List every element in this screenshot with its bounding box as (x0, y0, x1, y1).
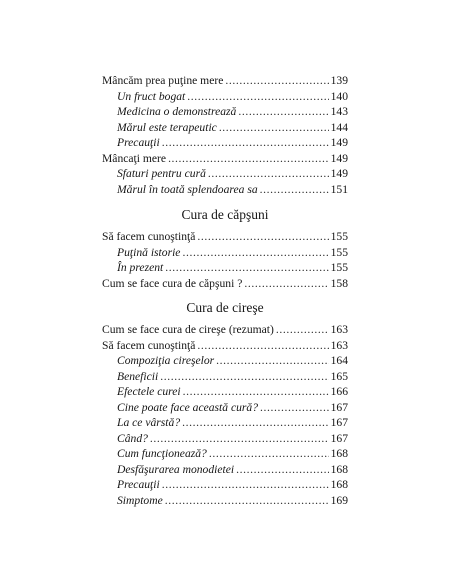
toc-subentry (102, 166, 348, 182)
toc-subentry (102, 89, 348, 105)
toc-leader-dots (197, 338, 328, 354)
toc-page-number: 155 (330, 261, 348, 275)
toc-entry-title: Mărul este terapeutic (117, 120, 217, 134)
toc-leader-dots (165, 493, 329, 509)
toc-leader-dots (225, 73, 328, 89)
toc-entry-title: Precauţii (117, 478, 160, 492)
toc-leader-dots (183, 384, 329, 400)
toc-leader-dots (208, 166, 329, 182)
toc-leader-dots (260, 182, 329, 198)
toc-subentry (102, 431, 348, 447)
toc-subentry (102, 400, 348, 416)
toc-page-number: 149 (330, 151, 348, 165)
toc-leader-dots (197, 229, 328, 245)
toc-subentry (102, 446, 348, 462)
toc-subentry (102, 493, 348, 509)
toc-entry-title: Medicina o demonstrează (117, 105, 237, 119)
toc-subentry (102, 415, 348, 431)
toc-entry (102, 151, 348, 167)
toc-leader-dots (216, 353, 328, 369)
toc-entry-title: Simptome (117, 494, 163, 508)
toc-entry-title: Sfaturi pentru cură (117, 167, 206, 181)
toc-leader-dots (168, 151, 329, 167)
toc-subentry (102, 120, 348, 136)
toc-subentry (102, 384, 348, 400)
toc-entry-title: Să facem cunoştinţă (102, 338, 196, 352)
toc-entry-title: Desfăşurarea monodietei (117, 462, 235, 476)
toc-entry-title: Cum se face cura de căpşuni ? (102, 276, 243, 290)
toc-page-number: 140 (330, 89, 348, 103)
toc-entry-title: Efectele curei (117, 385, 181, 399)
toc-entry-title: Să facem cunoştinţă (102, 230, 196, 243)
toc-leader-dots (260, 400, 329, 416)
toc-subentry (102, 260, 348, 276)
toc-leader-dots (182, 415, 328, 431)
toc-leader-dots (165, 260, 328, 276)
toc-page-number: 158 (330, 276, 348, 290)
toc-entry (102, 338, 348, 354)
toc-entry-title: Cum se face cura de cireşe (rezumat) (102, 323, 274, 336)
toc-page-number: 165 (330, 369, 348, 383)
toc-leader-dots (182, 245, 328, 261)
toc-page-number: 166 (330, 385, 348, 399)
toc-subentry (102, 353, 348, 369)
toc-entry-title: Un fruct bogat (117, 89, 186, 103)
toc-page-number: 167 (330, 416, 348, 430)
section-heading-cherries: Cura de cireşe (186, 300, 264, 315)
toc-page-number: 143 (330, 105, 348, 119)
toc-entry-title: Când? (117, 431, 148, 445)
toc-page-number: 167 (330, 431, 348, 445)
toc-page-number: 164 (330, 354, 348, 368)
toc-leader-dots (160, 369, 328, 385)
toc-entry-title: Beneficii (117, 369, 159, 383)
toc-subentry (102, 369, 348, 385)
toc-leader-dots (238, 104, 328, 120)
toc-page-number: 155 (330, 230, 348, 243)
toc-entry-title: Cine poate face această cură? (117, 400, 259, 414)
toc-page-number: 151 (330, 182, 348, 196)
toc-leader-dots (209, 446, 329, 462)
toc-subentry (102, 462, 348, 478)
toc-entry-title: Mâncăm prea puţine mere (102, 74, 224, 87)
toc-entry-title: În prezent (117, 261, 164, 275)
toc-page-number: 149 (330, 136, 348, 150)
section-heading-strawberries: Cura de căpşuni (181, 207, 269, 222)
toc-page-number: 163 (330, 338, 348, 352)
toc-leader-dots (244, 276, 328, 292)
toc-subentry (102, 477, 348, 493)
toc-entry (102, 276, 348, 292)
toc-entry-title: Mărul în toată splendoarea sa (117, 182, 258, 196)
toc-entry-title: Compoziţia cireşelor (117, 354, 215, 368)
toc-page-number: 139 (330, 74, 348, 87)
toc-page-number: 168 (330, 462, 348, 476)
toc-subentry (102, 182, 348, 198)
toc-section-strawberries (102, 229, 348, 291)
toc-entry (102, 322, 348, 338)
toc-entry-title: Precauţii (117, 136, 160, 150)
toc-page-number: 155 (330, 245, 348, 259)
toc-entry (102, 73, 348, 89)
toc-page-number: 168 (330, 478, 348, 492)
toc-entry-title: Puţină istorie (117, 245, 181, 259)
toc-entry-title: Cum funcţionează? (117, 447, 207, 461)
toc-page-number: 144 (330, 120, 348, 134)
toc-subentry (102, 245, 348, 261)
toc-leader-dots (150, 431, 329, 447)
toc-entry (102, 229, 348, 245)
toc-page-number: 163 (330, 323, 348, 336)
toc-page-number: 149 (330, 167, 348, 181)
toc-subentry (102, 104, 348, 120)
toc-entry-title: La ce vârstă? (117, 416, 181, 430)
toc-leader-dots (219, 120, 329, 136)
toc-section-cherries (102, 322, 348, 509)
toc-leader-dots (162, 135, 329, 151)
toc-page-number: 167 (330, 400, 348, 414)
toc-section-apples (102, 73, 348, 197)
toc-leader-dots (162, 477, 329, 493)
toc-leader-dots (187, 89, 328, 105)
toc-entry-title: Mâncaţi mere (102, 151, 167, 165)
toc-leader-dots (236, 462, 329, 478)
toc-page-number: 169 (330, 494, 348, 508)
toc-subentry (102, 135, 348, 151)
toc-leader-dots (276, 322, 329, 338)
toc-page-number: 168 (330, 447, 348, 461)
